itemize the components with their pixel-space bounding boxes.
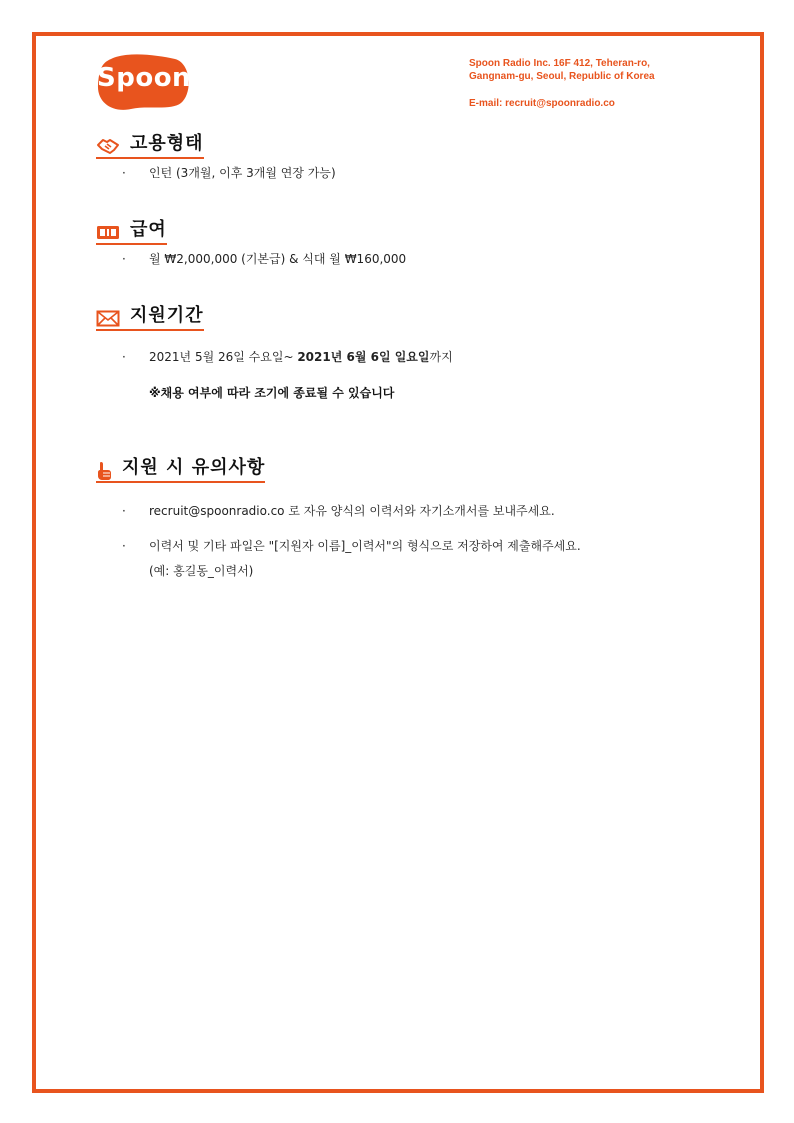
list-item — [122, 251, 406, 267]
company-address — [469, 57, 655, 110]
section-heading-salary — [96, 219, 167, 245]
filename-example: (예: 홍길동_이력서) — [149, 564, 254, 578]
section-title: 지원기간 — [130, 305, 204, 326]
pointing-hand-icon — [96, 461, 112, 479]
bullet: · — [122, 166, 126, 180]
item-text: 월 ₩2,000,000 (기본급) & 식대 월 ₩160,000 — [149, 252, 407, 266]
section-title: 급여 — [130, 219, 167, 240]
address-line-2: Gangnam-gu, Seoul, Republic of Korea — [469, 71, 655, 82]
section-title: 지원 시 유의사항 — [122, 457, 266, 478]
list-item — [122, 503, 555, 519]
section-heading-period — [96, 305, 204, 331]
section-heading-notes — [96, 457, 265, 483]
item-text-start: 2021년 5월 26일 수요일~ — [149, 350, 298, 364]
item-text-end: 까지 — [429, 350, 453, 364]
early-close-note: ※채용 여부에 따라 조기에 종료될 수 있습니다 — [149, 386, 395, 400]
email-line: E-mail: recruit@spoonradio.co — [469, 98, 615, 109]
section-title: 고용형태 — [130, 133, 204, 154]
handshake-icon — [96, 137, 120, 155]
address-line-1: Spoon Radio Inc. 16F 412, Teheran-ro, — [469, 58, 650, 69]
list-item — [122, 538, 581, 554]
item-text: 이력서 및 기타 파일은 "[지원자 이름]_이력서"의 형식으로 저장하여 제출해주세요. — [149, 539, 581, 553]
envelope-icon — [96, 309, 120, 327]
item-text-bold: 2021년 6월 6일 일요일 — [297, 350, 430, 364]
list-item — [122, 349, 453, 365]
list-item — [122, 165, 336, 181]
bullet: · — [122, 350, 126, 364]
spoon-logo — [97, 53, 192, 111]
page-border — [32, 32, 764, 1093]
item-text: 인턴 (3개월, 이후 3개월 연장 가능) — [149, 166, 336, 180]
item-text: recruit@spoonradio.co 로 자유 양식의 이력서와 자기소개서를 보내주세요. — [149, 504, 555, 518]
logo-text: Spoon — [97, 63, 192, 93]
bullet: · — [122, 539, 126, 553]
bullet: · — [122, 504, 126, 518]
section-heading-employment — [96, 133, 204, 159]
bullet: · — [122, 252, 126, 266]
money-bill-icon — [96, 223, 120, 241]
